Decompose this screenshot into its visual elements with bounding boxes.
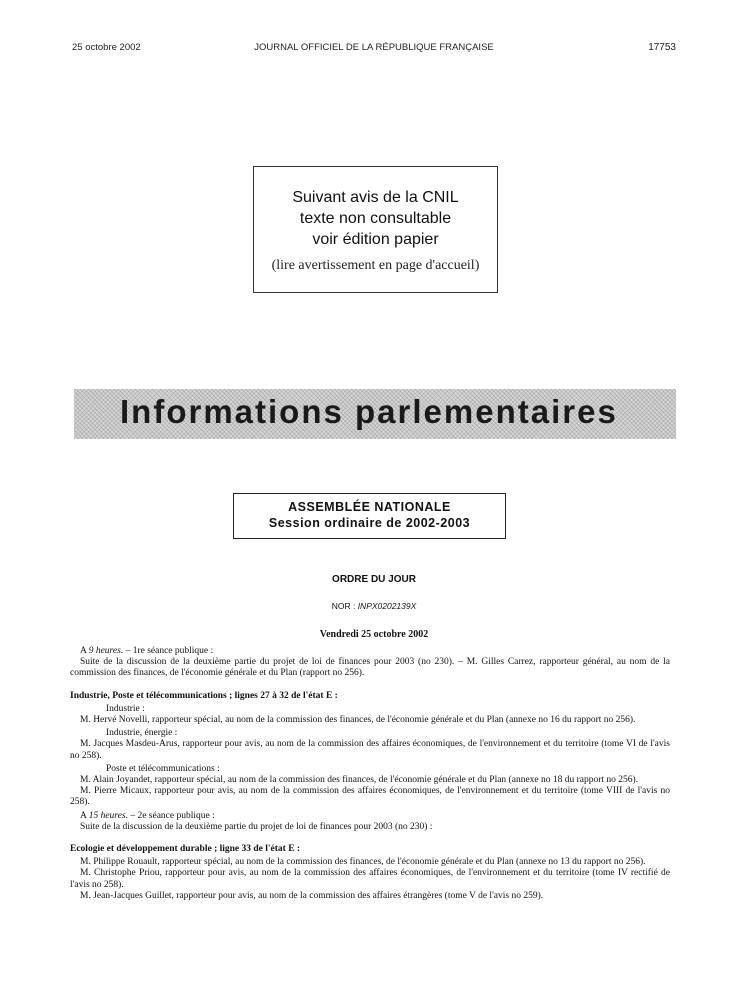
subsection-industrie: Industrie : <box>106 703 145 714</box>
agenda-date: Vendredi 25 octobre 2002 <box>319 629 429 640</box>
session-2-heading: A 15 heures. – 2e séance publique : <box>80 810 215 821</box>
agenda-body <box>70 646 670 902</box>
header-date: 25 octobre 2002 <box>72 42 141 53</box>
section-ecologie-heading: Ecologie et développement durable ; ligne 33 de l'état E : <box>70 844 301 855</box>
rapporteur-micaux: M. Pierre Micaux, rapporteur pour avis, au nom de la commission des affaires économiques, de l'environnement et du territoire (tome VIII de l'avis no 258). <box>70 786 670 808</box>
rapporteur-joyandet: M. Alain Joyandet, rapporteur spécial, au nom de la commission des finances, de l'économie générale et du Plan (annexe no 18 du rapport no 256). <box>80 775 639 786</box>
section-banner <box>74 389 676 439</box>
subsection-poste: Poste et télécommunications : <box>106 763 220 774</box>
session-1-label: – 1re séance publique : <box>125 646 214 656</box>
cnil-line-2: texte non consultable <box>299 210 452 227</box>
subsection-energie: Industrie, énergie : <box>106 728 178 739</box>
assembly-session: Session ordinaire de 2002-2003 <box>268 516 471 530</box>
page-number: 17753 <box>648 42 676 53</box>
section-industrie-heading: Industrie, Poste et télécommunications ; lignes 27 à 32 de l'état E : <box>70 690 338 701</box>
cnil-line-1: Suivant avis de la CNIL <box>292 189 459 206</box>
session-2-text: Suite de la discussion de la deuxième partie du projet de loi de finances pour 2003 (no 230) : <box>80 821 433 832</box>
session-2-label: – 2e séance publique : <box>130 810 215 821</box>
session-1-heading: A 9 heures. – 1re séance publique : <box>80 646 214 656</box>
cnil-line-3: voir édition papier <box>312 231 439 248</box>
session-1-text: Suite de la discussion de la deuxième partie du projet de loi de finances pour 2003 (no 230). – M. Gilles Carrez, rapporteur général, au nom de la commission des finances, de l'économie générale et du Plan (rapport no 256). <box>70 657 670 679</box>
cnil-note: (lire avertissement en page d'accueil) <box>271 258 480 273</box>
nor-label: NOR : <box>331 601 356 611</box>
rapporteur-guillet: M. Jean-Jacques Guillet, rapporteur pour avis, au nom de la commission des affaires étrangères (tome V de l'avis no 259). <box>80 890 544 901</box>
cnil-notice-box <box>253 166 498 293</box>
rapporteur-novelli: M. Hervé Novelli, rapporteur spécial, au nom de la commission des finances, de l'économie générale et du Plan (annexe no 16 du rapport no 256). <box>80 715 636 726</box>
nor-reference <box>0 601 748 611</box>
session-2-time: 15 heures. <box>88 810 128 821</box>
rapporteur-priou: M. Christophe Priou, rapporteur pour avis, au nom de la commission des affaires économiques, de l'environnement et du territoire (tome IV rectifié de l'avis no 258). <box>70 868 670 890</box>
session-1-time: 9 heures. <box>88 646 124 656</box>
nor-code: INPX0202139X <box>357 601 417 611</box>
assembly-box <box>233 493 506 539</box>
rapporteur-masdeu-arus: M. Jacques Masdeu-Arus, rapporteur pour avis, au nom de la commission des affaires économiques, de l'environnement et du territoire (tome VI de l'avis no 258). <box>70 739 670 761</box>
agenda-title: ORDRE DU JOUR <box>332 574 416 585</box>
banner-title: Informations parlementaires <box>120 393 618 430</box>
rapporteur-rouault: M. Philippe Rouault, rapporteur spécial, au nom de la commission des finances, de l'économie générale et du Plan (annexe no 13 du rapport no 256). <box>80 857 646 868</box>
journal-title: JOURNAL OFFICIEL DE LA RÉPUBLIQUE FRANÇAISE <box>254 42 494 53</box>
assembly-name: ASSEMBLÉE NATIONALE <box>288 500 451 514</box>
